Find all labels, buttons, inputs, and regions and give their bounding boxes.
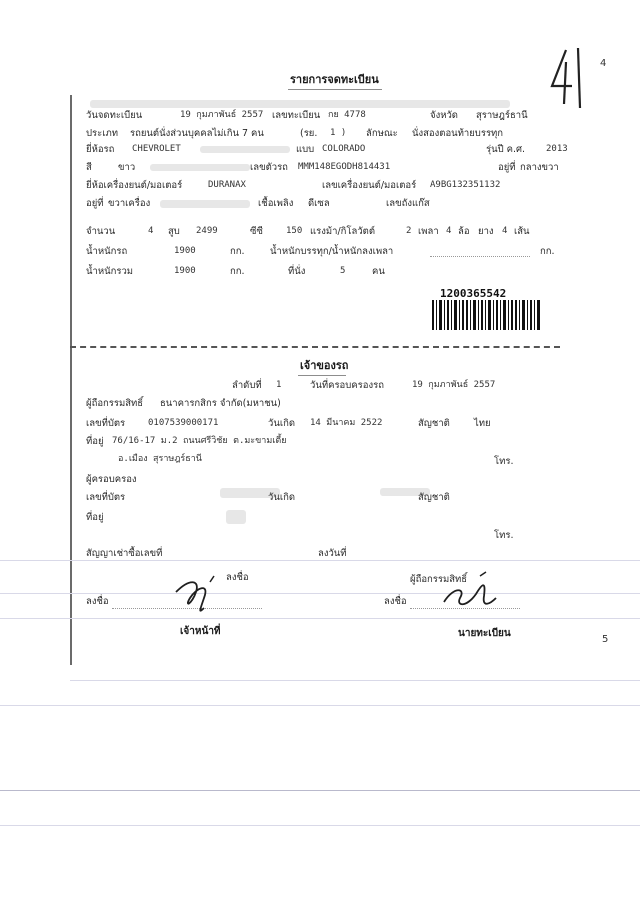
registration-title: รายการจดทะเบียน	[290, 73, 379, 86]
contract-label: สัญญาเช่าซื้อเลขที่	[86, 548, 163, 559]
possess-date: 19 กุมภาพันธ์ 2557	[412, 380, 496, 390]
seq: 1	[276, 380, 282, 390]
owner-sign-title: ผู้ถือกรรมสิทธิ์	[410, 574, 468, 585]
axles-label: เพลา	[418, 226, 439, 237]
scan-line	[0, 560, 640, 561]
seq-label: ลำดับที่	[232, 380, 262, 391]
reg-date-label: วันจดทะเบียน	[86, 110, 143, 121]
owner-title-underline	[298, 375, 346, 376]
holder-address-label: ที่อยู่	[86, 512, 104, 523]
scan-smudge	[200, 146, 290, 153]
reg-date: 19 กุมภาพันธ์ 2557	[180, 110, 264, 120]
registrar-sign-label: ลงชื่อ	[384, 596, 407, 607]
cylinders-unit: สูบ	[168, 226, 180, 237]
owner-label: ผู้ถือกรรมสิทธิ์	[86, 398, 144, 409]
engine-number: A9BG132351132	[430, 180, 501, 190]
cc-label: ซีซี	[250, 226, 263, 237]
chassis-position-label: อยู่ที่	[498, 162, 516, 173]
engine-number-label: เลขเครื่องยนต์/มอเตอร์	[322, 180, 417, 191]
weight-unit: กก.	[230, 246, 245, 257]
scan-smudge	[226, 510, 246, 524]
scan-line	[0, 825, 640, 826]
vehicle-type: รถยนต์นั่งส่วนบุคคลไม่เกิน 7 คน	[130, 128, 264, 139]
fuel-label: เชื้อเพลิง	[258, 198, 294, 209]
page-number-top: 4	[600, 58, 607, 69]
gross-weight: 1900	[174, 266, 196, 276]
scan-smudge	[150, 164, 250, 171]
seats: 5	[340, 266, 346, 276]
type-label: ประเภท	[86, 128, 119, 139]
ror-value: 1 )	[330, 128, 347, 138]
ror-label: (รย.	[300, 128, 318, 139]
holder-tel-label: โทร.	[494, 530, 514, 541]
load-label: น้ำหนักบรรทุก/น้ำหนักลงเพลา	[270, 246, 394, 257]
dob-label: วันเกิด	[268, 418, 295, 429]
address-label: ที่อยู่	[86, 436, 104, 447]
barcode	[432, 300, 540, 330]
model: COLORADO	[322, 144, 366, 154]
page-number-bottom: 5	[602, 634, 609, 645]
engine-position-label: อยู่ที่	[86, 198, 104, 209]
nationality-label: สัญชาติ	[418, 418, 450, 429]
registrar-title: นายทะเบียน	[458, 628, 511, 639]
weight: 1900	[174, 246, 196, 256]
tires-unit: เส้น	[514, 226, 530, 237]
officer-sign-label-top: ลงชื่อ	[226, 572, 249, 583]
contract-date-label: ลงวันที่	[318, 548, 347, 559]
style-label: ลักษณะ	[366, 128, 398, 139]
scan-smudge	[90, 100, 510, 108]
axles: 2	[406, 226, 412, 236]
registrar-signature	[436, 568, 506, 618]
wheels-label: ล้อ	[458, 226, 470, 237]
scan-line	[70, 680, 640, 681]
section-divider	[70, 346, 560, 348]
weight-label: น้ำหนักรถ	[86, 246, 128, 257]
scan-line	[0, 705, 640, 706]
horsepower: 150	[286, 226, 303, 236]
seats-label: ที่นั่ง	[288, 266, 306, 277]
engine-position: ขวาเครื่อง	[108, 198, 151, 209]
model-label: แบบ	[296, 144, 315, 155]
chassis-number: MMM148EGODH814431	[298, 162, 391, 172]
engine-brand-label: ยี่ห้อเครื่องยนต์/มอเตอร์	[86, 180, 183, 191]
owner-title: เจ้าของรถ	[300, 359, 349, 372]
handwritten-mark	[548, 42, 588, 112]
chassis-label: เลขตัวรถ	[250, 162, 288, 173]
plate-number: กย 4778	[328, 110, 366, 120]
left-border-line	[70, 95, 72, 665]
horsepower-label: แรงม้า/กิโลวัตต์	[310, 226, 376, 237]
title-underline	[288, 89, 382, 90]
gross-weight-label: น้ำหนักรวม	[86, 266, 134, 277]
year-label: รุ่นปี ค.ศ.	[486, 144, 526, 155]
engine-brand: DURANAX	[208, 180, 246, 190]
address-line-1: 76/16-17 ม.2 ถนนศรีวิชัย ต.มะขามเตี้ย	[112, 436, 287, 446]
holder-label: ผู้ครอบครอง	[86, 474, 137, 485]
holder-nationality-label: สัญชาติ	[418, 492, 450, 503]
holder-id-label: เลขที่บัตร	[86, 492, 126, 503]
province: สุราษฎร์ธานี	[476, 110, 528, 121]
nationality: ไทย	[474, 418, 491, 429]
officer-title: เจ้าหน้าที่	[180, 626, 221, 637]
scan-line	[0, 790, 640, 791]
id-label: เลขที่บัตร	[86, 418, 126, 429]
tires: 4	[502, 226, 508, 236]
model-year: 2013	[546, 144, 568, 154]
tires-label: ยาง	[478, 226, 494, 237]
possess-date-label: วันที่ครอบครองรถ	[310, 380, 384, 391]
seats-unit: คน	[372, 266, 385, 277]
wheels: 4	[446, 226, 452, 236]
load-unit: กก.	[540, 246, 555, 257]
chassis-position: กลางขวา	[520, 162, 559, 173]
owner-tel-label: โทร.	[494, 456, 514, 467]
plate-label: เลขทะเบียน	[272, 110, 321, 121]
address-line-2: อ.เมือง สุราษฎร์ธานี	[118, 454, 202, 464]
holder-dob-label: วันเกิด	[268, 492, 295, 503]
engine-cc: 2499	[196, 226, 218, 236]
officer-signature	[170, 568, 250, 618]
id-number: 0107539000171	[148, 418, 219, 428]
cylinders-label: จำนวน	[86, 226, 116, 237]
brand: CHEVROLET	[132, 144, 181, 154]
fuel: ดีเซล	[308, 198, 330, 209]
vehicle-style: นั่งสองตอนท้ายบรรทุก	[412, 128, 504, 139]
scan-line	[0, 618, 640, 619]
gross-weight-unit: กก.	[230, 266, 245, 277]
color: ขาว	[118, 162, 136, 173]
barcode-number: 1200365542	[440, 287, 507, 300]
province-label: จังหวัด	[430, 110, 458, 121]
brand-label: ยี่ห้อรถ	[86, 144, 115, 155]
gas-tank-label: เลขถังแก๊ส	[386, 198, 430, 209]
dob: 14 มีนาคม 2522	[310, 418, 383, 428]
scan-smudge	[160, 200, 250, 208]
owner-name: ธนาคารกสิกร จำกัด(มหาชน)	[160, 398, 281, 409]
cylinders: 4	[148, 226, 154, 236]
load-value-line	[430, 256, 530, 257]
scan-line	[0, 593, 640, 594]
color-label: สี	[86, 162, 92, 173]
officer-sign-label: ลงชื่อ	[86, 596, 109, 607]
